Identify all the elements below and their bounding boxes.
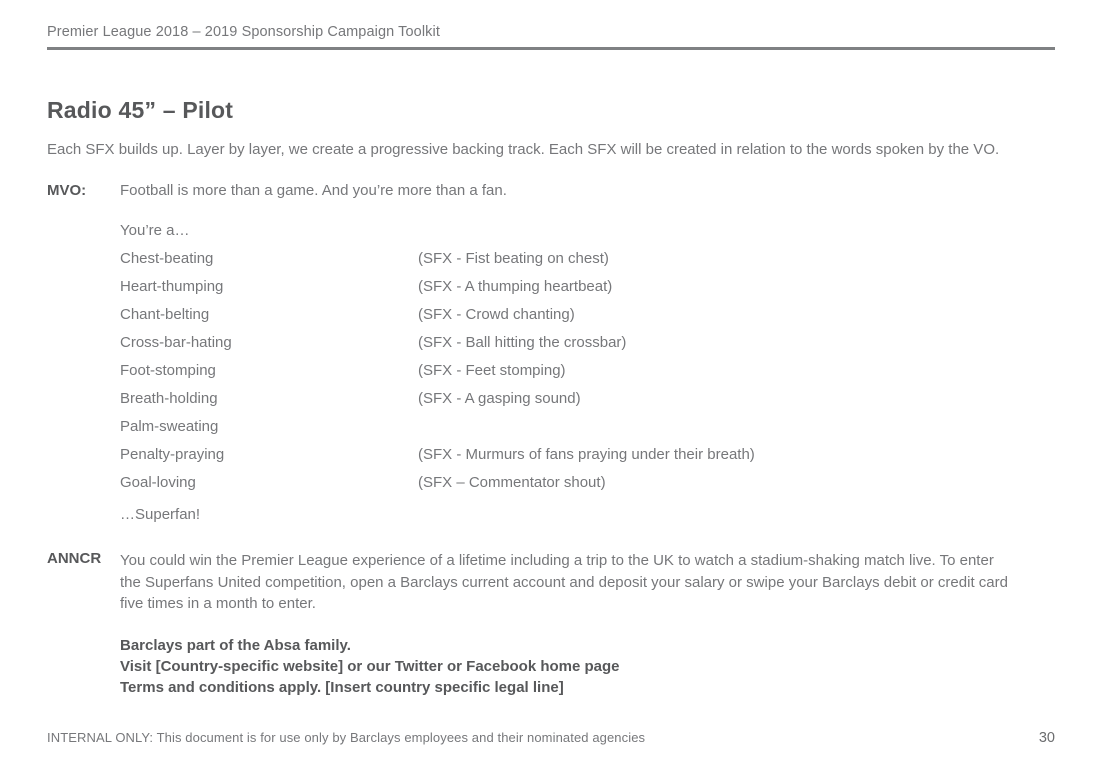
sfx-phrase: Foot-stomping	[120, 362, 216, 379]
sfx-row	[120, 465, 1055, 493]
mvo-label: MVO:	[47, 182, 87, 199]
cta-block	[120, 635, 1055, 698]
sfx-row	[120, 353, 1055, 381]
anncr-row	[47, 550, 1055, 698]
sfx-description: (SFX - Ball hitting the crossbar)	[418, 334, 627, 351]
sfx-phrase: Breath-holding	[120, 390, 218, 407]
intro-paragraph: Each SFX builds up. Layer by layer, we create a progressive backing track. Each SFX will be created in relation to the words spoken by the VO.	[47, 141, 1000, 158]
document-header-title: Premier League 2018 – 2019 Sponsorship Campaign Toolkit	[47, 24, 440, 40]
sfx-phrase: Goal-loving	[120, 474, 196, 491]
sfx-phrase: Chant-belting	[120, 306, 210, 323]
sfx-row	[120, 325, 1055, 353]
cta-line: Terms and conditions apply. [Insert country specific legal line]	[120, 678, 564, 696]
mvo-line: Football is more than a game. And you’re more than a fan.	[120, 182, 507, 199]
sfx-description: (SFX - Crowd chanting)	[418, 306, 575, 323]
anncr-paragraph: You could win the Premier League experience of a lifetime including a trip to the UK to watch a stadium-shaking match live. To enter the Superfans United competition, open a Barclays current account and deposit your salary or swipe your Barclays debit or credit card five times in a month to enter.	[120, 552, 1008, 612]
sfx-row	[120, 409, 1055, 437]
sfx-row	[120, 297, 1055, 325]
sfx-description: (SFX - Feet stomping)	[418, 362, 566, 379]
list-outro-line: …Superfan!	[120, 506, 201, 523]
sfx-phrase: Heart-thumping	[120, 278, 224, 295]
sfx-description: (SFX - A gasping sound)	[418, 390, 581, 407]
cta-line: Visit [Country-specific website] or our Twitter or Facebook home page	[120, 657, 620, 675]
anncr-label: ANNCR	[47, 550, 102, 567]
sfx-phrase: Penalty-praying	[120, 446, 225, 463]
footer-confidentiality-note: INTERNAL ONLY: This document is for use only by Barclays employees and their nominated agencies	[47, 730, 646, 745]
header-rule-divider	[47, 47, 1055, 50]
sfx-phrase: Palm-sweating	[120, 418, 219, 435]
sfx-description: (SFX - Fist beating on chest)	[418, 250, 609, 267]
sfx-row	[120, 241, 1055, 269]
document-footer	[47, 730, 1055, 746]
sfx-description: (SFX - Murmurs of fans praying under their breath)	[418, 446, 755, 463]
document-header	[47, 0, 1055, 50]
sfx-list-block	[47, 220, 1055, 529]
sfx-row	[120, 269, 1055, 297]
sfx-phrase: Chest-beating	[120, 250, 214, 267]
cta-line: Barclays part of the Absa family.	[120, 636, 351, 654]
page-number: 30	[1038, 730, 1055, 746]
sfx-row	[120, 437, 1055, 465]
sfx-description: (SFX – Commentator shout)	[418, 474, 606, 491]
page-title: Radio 45” – Pilot	[47, 97, 234, 123]
sfx-row	[120, 381, 1055, 409]
anncr-content	[120, 550, 1055, 698]
sfx-description: (SFX - A thumping heartbeat)	[418, 278, 613, 295]
sfx-phrase: Cross-bar-hating	[120, 334, 232, 351]
sfx-list	[120, 220, 1055, 529]
mvo-row	[47, 182, 1055, 199]
list-intro-line: You’re a…	[120, 222, 190, 239]
